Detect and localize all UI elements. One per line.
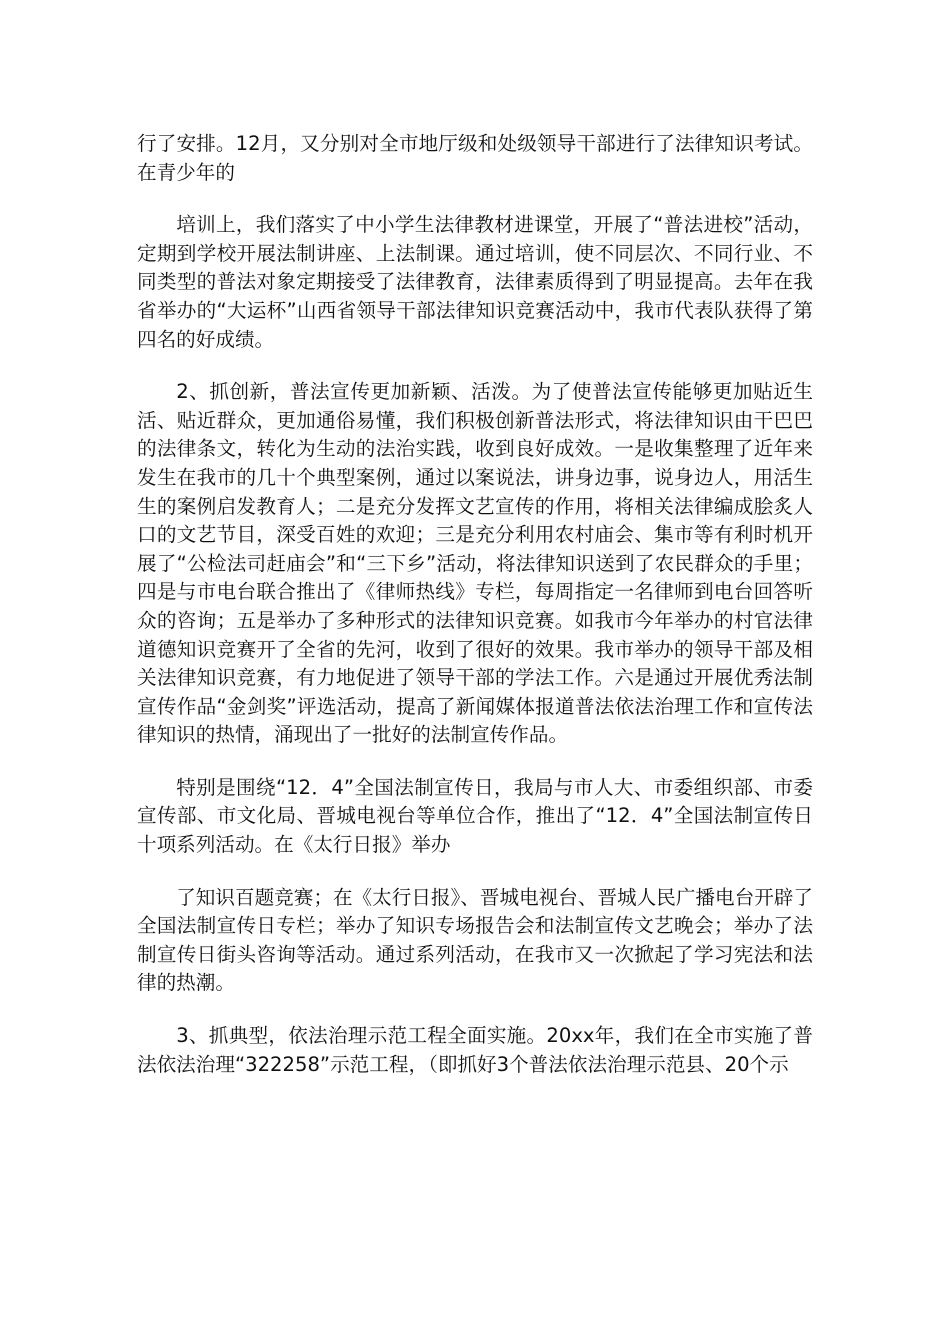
paragraph-training-results: 培训上，我们落实了中小学生法律教材进课堂，开展了“普法进校”活动，定期到学校开展法制讲座、上法制课。通过培训，使不同层次、不同行业、不同类型的普法对象定期接受了法律教育，法律素质得到了明显提高。去年在我省举办的“大运杯”山西省领导干部法律知识竞赛活动中，我市代表队获得了第四名的好成绩。 [137, 213, 813, 351]
paragraph-demonstration-project: 3、抓典型，依法治理示范工程全面实施。20xx年，我们在全市实施了普法依法治理“322258”示范工程，（即抓好3个普法依法治理示范县、20个示 [137, 1024, 813, 1076]
paragraph-youth-training-intro: 行了安排。12月，又分别对全市地厅级和处级领导干部进行了法律知识考试。在青少年的 [137, 132, 813, 184]
paragraph-series-activities: 了知识百题竞赛；在《太行日报》、晋城电视台、晋城人民广播电台开辟了全国法制宣传日专栏；举办了知识专场报告会和法制宣传文艺晚会；举办了法制宣传日街头咨询等活动。通过系列活动，在我市又一次掀起了学习宪法和法律的热潮。 [137, 885, 813, 995]
paragraph-legal-publicity-day: 特别是围绕“12．4”全国法制宣传日，我局与市人大、市委组织部、市委宣传部、市文化局、晋城电视台等单位合作，推出了“12．4”全国法制宣传日十项系列活动。在《太行日报》举办 [137, 775, 813, 857]
paragraph-innovation: 2、抓创新，普法宣传更加新颖、活泼。为了使普法宣传能够更加贴近生活、贴近群众，更加通俗易懂，我们积极创新普法形式，将法律知识由干巴巴的法律条文，转化为生动的法治实践，收到良好成效。一是收集整理了近年来发生在我市的几十个典型案例，通过以案说法，讲身边事，说身边人，用活生生的案例启发教育人；二是充分发挥文艺宣传的作用，将相关法律编成脍炙人口的文艺节目，深受百姓的欢迎；三是充分利用农村庙会、集市等有利时机开展了“公检法司赶庙会”和“三下乡”活动，将法律知识送到了农民群众的手里；四是与市电台联合推出了《律师热线》专栏，每周指定一名律师到电台回答听众的咨询；五是举办了多种形式的法律知识竞赛。如我市今年举办的村官法律道德知识竞赛开了全省的先河，收到了很好的效果。我市举办的领导干部及相关法律知识竞赛，有力地促进了领导干部的学法工作。六是通过开展优秀法制宣传作品“金剑奖”评选活动，提高了新闻媒体报道普法依法治理工作和宣传法律知识的热情，涌现出了一批好的法制宣传作品。 [137, 380, 813, 747]
document-page [137, 130, 813, 1103]
